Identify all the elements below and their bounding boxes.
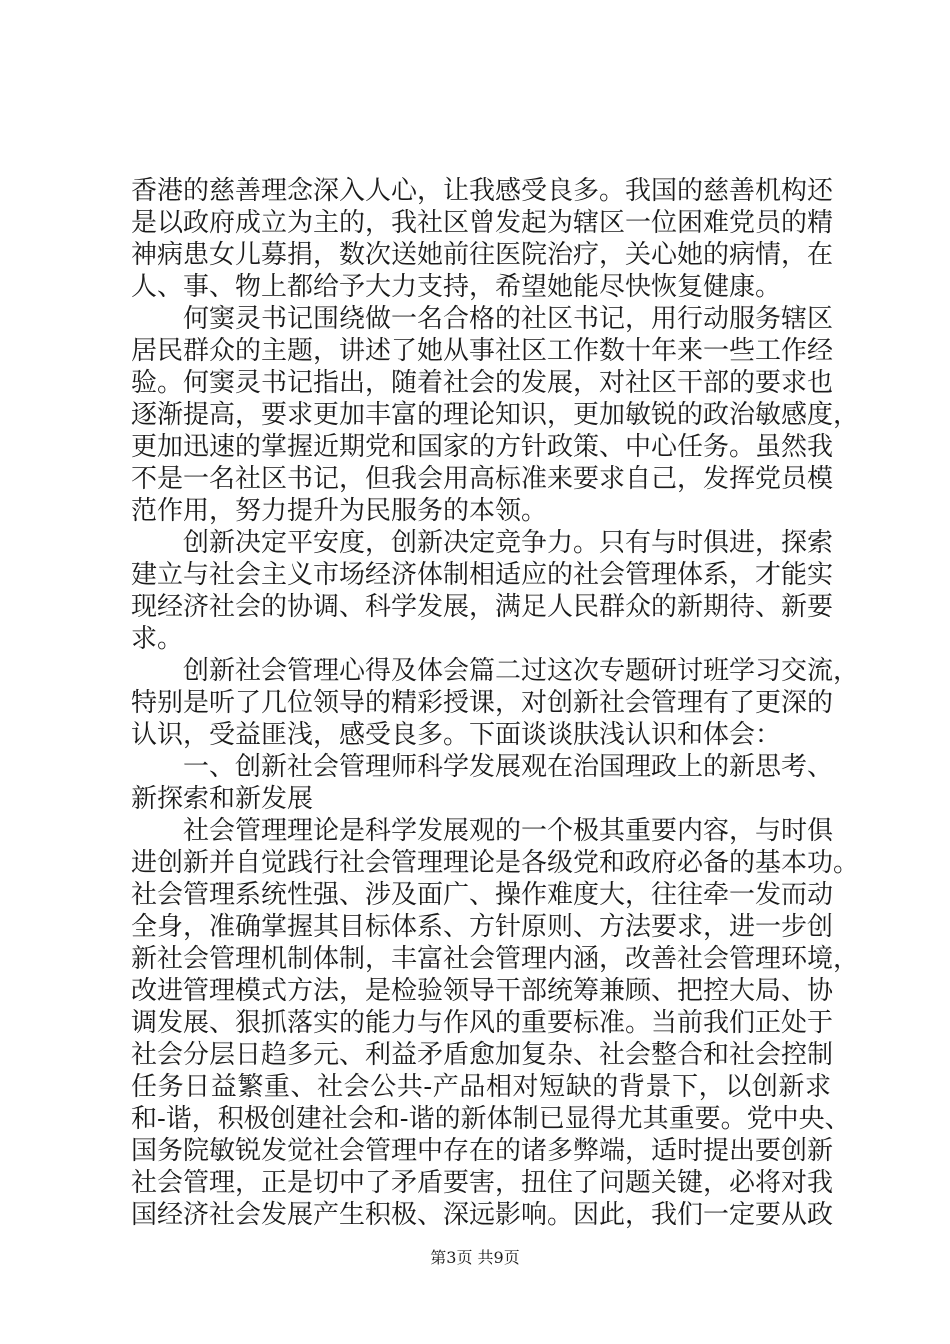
- text-line: 社会管理系统性强、涉及面广、操作难度大，往往牵一发而动: [131, 880, 834, 910]
- text-line: 特别是听了几位领导的精彩授课，对创新社会管理有了更深的: [131, 688, 834, 718]
- text-line: 和-谐，积极创建社会和-谐的新体制已显得尤其重要。党中央、: [131, 1104, 851, 1134]
- text-line: 社会分层日趋多元、利益矛盾愈加复杂、社会整合和社会控制: [131, 1040, 834, 1070]
- text-line: 人、事、物上都给予大力支持，希望她能尽快恢复健康。: [131, 272, 782, 302]
- text-line: 新探索和新发展: [131, 784, 314, 814]
- text-line: 神病患女儿募捐，数次送她前往医院治疗，关心她的病情，在: [131, 240, 834, 270]
- text-line: 范作用，努力提升为民服务的本领。: [131, 496, 548, 526]
- text-line: 验。何窦灵书记指出，随着社会的发展，对社区干部的要求也: [131, 368, 834, 398]
- document-body: [131, 175, 860, 1231]
- text-line: 社会管理理论是科学发展观的一个极其重要内容，与时俱: [183, 816, 834, 846]
- text-line: 求。: [131, 624, 184, 654]
- text-line: 居民群众的主题，讲述了她从事社区工作数十年来一些工作经: [131, 336, 834, 366]
- text-line: 认识，受益匪浅，感受良多。下面谈谈肤浅认识和体会：: [131, 720, 782, 750]
- text-line: 不是一名社区书记，但我会用高标准来要求自己，发挥党员模: [131, 464, 834, 494]
- text-line: 现经济社会的协调、科学发展，满足人民群众的新期待、新要: [131, 592, 834, 622]
- text-line: 建立与社会主义市场经济体制相适应的社会管理体系，才能实: [131, 560, 834, 590]
- text-line: 一、创新社会管理师科学发展观在治国理政上的新思考、: [183, 752, 834, 782]
- text-line: 香港的慈善理念深入人心，让我感受良多。我国的慈善机构还: [131, 176, 834, 206]
- text-line: 何窦灵书记围绕做一名合格的社区书记，用行动服务辖区: [183, 304, 834, 334]
- text-line: 改进管理模式方法，是检验领导干部统筹兼顾、把控大局、协: [131, 976, 834, 1006]
- text-line: 更加迅速的掌握近期党和国家的方针政策、中心任务。虽然我: [131, 432, 834, 462]
- page-footer: 第3页 共9页: [430, 1248, 520, 1267]
- text-line: 是以政府成立为主的，我社区曾发起为辖区一位困难党员的精: [131, 208, 834, 238]
- text-line: 创新社会管理心得及体会篇二过这次专题研讨班学习交流，: [183, 656, 860, 686]
- text-line: 逐渐提高，要求更加丰富的理论知识，更加敏锐的政治敏感度，: [131, 400, 860, 430]
- text-line: 国经济社会发展产生积极、深远影响。因此，我们一定要从政: [131, 1200, 834, 1230]
- text-line: 新社会管理机制体制，丰富社会管理内涵，改善社会管理环境，: [131, 944, 860, 974]
- text-line: 社会管理，正是切中了矛盾要害，扭住了问题关键，必将对我: [131, 1168, 834, 1198]
- text-line: 国务院敏锐发觉社会管理中存在的诸多弊端，适时提出要创新: [131, 1136, 834, 1166]
- text-line: 全身，准确掌握其目标体系、方针原则、方法要求，进一步创: [131, 912, 834, 942]
- text-line: 任务日益繁重、社会公共-产品相对短缺的背景下，以创新求: [131, 1072, 831, 1102]
- text-line: 创新决定平安度，创新决定竞争力。只有与时俱进，探索: [183, 528, 834, 558]
- text-line: 调发展、狠抓落实的能力与作风的重要标准。当前我们正处于: [131, 1008, 834, 1038]
- text-line: 进创新并自觉践行社会管理理论是各级党和政府必备的基本功。: [131, 848, 860, 878]
